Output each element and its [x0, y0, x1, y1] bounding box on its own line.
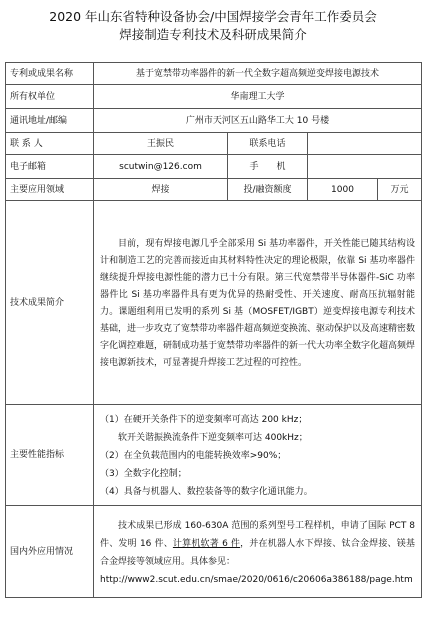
project-name-label: 专利或成果名称 [6, 63, 94, 85]
table-row-field [6, 179, 422, 201]
status-text-part: 技术成果已形成 160-630A 范围的系列型号工程样机，申请了国际 PCT 8 件、发明 16 件、 [100, 520, 416, 549]
email-label: 电子邮箱 [6, 155, 94, 179]
contact-label: 联 系 人 [6, 133, 94, 155]
status-text-part: ，并在机器人水下焊接、钛合金焊接、镁基合金焊接等领域应用。具体参见： [100, 538, 415, 567]
invest-value: 1000 [308, 179, 378, 201]
mobile-label: 手 机 [228, 155, 308, 179]
page-title-line2: 焊接制造专利技术及科研成果简介 [119, 27, 307, 42]
phone-value [308, 133, 422, 155]
performance-item: 软开关谐振换流条件下逆变频率可达 400kHz； [118, 433, 308, 443]
table-row-status [6, 506, 422, 598]
reference-link[interactable]: http://www2.scut.edu.cn/smae/2020/0616/c20606a386188/page.htm [100, 574, 413, 585]
table-row-performance [6, 405, 422, 506]
performance-label: 主要性能指标 [6, 405, 94, 506]
performance-item: （2）在全负载范围内的电能转换效率>90%； [100, 451, 287, 461]
page-title-line1: 2020 年山东省特种设备协会/中国焊接学会青年工作委员会 [49, 9, 377, 24]
invest-label: 投/融资额度 [228, 179, 308, 201]
performance-item: （4）具备与机器人、数控装备等的数字化通讯能力。 [100, 487, 313, 497]
address-label: 通讯地址/邮编 [6, 109, 94, 133]
invest-unit: 万元 [378, 179, 422, 201]
field-value: 焊接 [94, 179, 228, 201]
table-row-summary [6, 201, 422, 405]
mobile-value [308, 155, 422, 179]
summary-text: 目前，现有焊接电源几乎全部采用 Si 基功率器件，开关性能已随其结构设计和制造工艺的完善而接近由其材料特性决定的理论极限，依靠 Si 基功率器件继续提升焊接电源性能的潜力已十分有限。第三代宽禁带半导体器件-SiC 功率器件比 Si 基功率器件具有更为优异的热耐受性、开关速度、耐高压抗辐射能力。课题组利用已发明的系列 Si 基（MOSFET/IGBT）逆变焊接电源专利技术基础，进一步攻克了宽禁带功率器件超高频逆变换流、驱动保护以及高速精密数字化调控难题，研制成功基于宽禁带功率器件的新一代大功率全数字化超高频焊接电源新技术，可显著提升焊接工艺过程的可控性。 [94, 201, 422, 405]
performance-list [94, 405, 422, 506]
table-row-address [6, 109, 422, 133]
email-value: scutwin@126.com [94, 155, 228, 179]
summary-label: 技术成果简介 [6, 201, 94, 405]
performance-item: （3）全数字化控制； [100, 469, 187, 479]
status-label: 国内外应用情况 [6, 506, 94, 598]
owner-value: 华南理工大学 [94, 85, 422, 109]
contact-value: 王振民 [94, 133, 228, 155]
field-label: 主要应用领域 [6, 179, 94, 201]
table-row-owner [6, 85, 422, 109]
info-table [5, 62, 422, 598]
performance-item: （1）在硬开关条件下的逆变频率可高达 200 kHz； [100, 415, 308, 425]
software-copyright-text: 计算机软著 6 件 [172, 538, 241, 549]
table-row-project [6, 63, 422, 85]
address-value: 广州市天河区五山路华工大 10 号楼 [94, 109, 422, 133]
project-name-value: 基于宽禁带功率器件的新一代全数字超高频逆变焊接电源技术 [94, 63, 422, 85]
table-row-contact [6, 133, 422, 155]
table-row-email [6, 155, 422, 179]
phone-label: 联系电话 [228, 133, 308, 155]
status-text [94, 506, 422, 598]
owner-label: 所有权单位 [6, 85, 94, 109]
